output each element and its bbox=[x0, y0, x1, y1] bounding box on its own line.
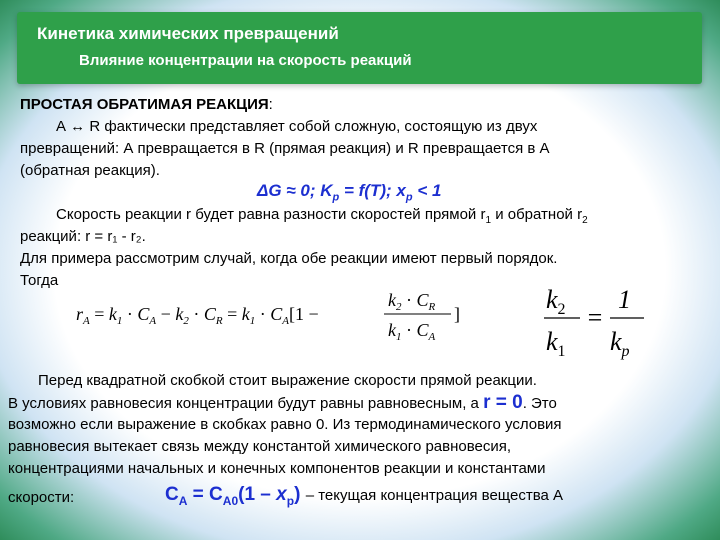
paragraph-4-line-4: равновесия вытекает связь между константой химического равновесия, bbox=[8, 438, 512, 455]
p4-l2-tail: . Это bbox=[522, 395, 557, 412]
svg-text:kp: $k_p$ bbox=[610, 327, 630, 360]
p4-l2-text: В условиях равновесия концентрации будут равны равновесным, а bbox=[8, 395, 479, 412]
paragraph-4-line-6: скорости: bbox=[8, 489, 75, 506]
paragraph-4-line-1: Перед квадратной скобкой стоит выражение скорости прямой реакции. bbox=[38, 372, 537, 389]
paragraph-1-line-1: А ↔ R фактически представляет собой сложную, состоящую из двух bbox=[56, 118, 538, 135]
svg-text:=: = bbox=[586, 303, 604, 332]
p2-sub1: 1 bbox=[485, 215, 492, 226]
paragraph-4-line-2 bbox=[8, 393, 557, 413]
slide-title: Кинетика химических превращений bbox=[37, 24, 339, 43]
svg-text:k1 · CA: $k_1 \cdot C_A$ bbox=[388, 320, 436, 343]
svg-text:k1: $k_1$ bbox=[546, 327, 566, 360]
rate-constant-ratio-svg bbox=[540, 280, 650, 360]
p2-text-a: Скорость реакции r будет равна разности скоростей прямой r bbox=[56, 206, 486, 223]
rate-zero: r = 0 bbox=[483, 392, 523, 413]
heading-colon: : bbox=[268, 96, 273, 113]
rate-equation bbox=[76, 286, 476, 346]
concentration-formula: $C_A = C_{A0}(1 - x_p)$ – текущая концентрация вещества А bbox=[165, 484, 564, 508]
svg-text:k2 · CR: $k_2 \cdot C_R$ bbox=[388, 290, 436, 313]
concentration-description: – текущая концентрация вещества А bbox=[305, 487, 564, 504]
p2-sub2: 2 bbox=[582, 215, 588, 226]
paragraph-1-line-2: превращений: А превращается в R (прямая реакция) и R превращается в А bbox=[20, 140, 550, 157]
paragraph-3-line-1: Для примера рассмотрим случай, когда обе реакции имеют первый порядок. bbox=[20, 250, 558, 267]
rate-equation-svg bbox=[76, 286, 476, 346]
paragraph-4-line-3: возможно если выражение в скобках равно 0. Из термодинамического условия bbox=[8, 416, 562, 433]
svg-text:k2: $k_2$ bbox=[546, 285, 566, 318]
equilibrium-condition: ΔG ≈ 0; $K_p = f(T)$; $x_p < 1$ bbox=[257, 181, 442, 204]
svg-text:rA = k1 · CA − k2 · CR = k1 ·: $r_A = k_1 \cdot C_A - k_2 \cdot C_R = k_1 \cdot C_A[1$ − bbox=[76, 304, 319, 327]
paragraph-3-line-2: Тогда bbox=[20, 272, 59, 289]
section-heading: ПРОСТАЯ ОБРАТИМАЯ РЕАКЦИЯ bbox=[20, 96, 269, 113]
paragraph-1-line-3: (обратная реакция). bbox=[20, 162, 160, 179]
paragraph-2-line-2: реакций: r = r₁ - r₂. bbox=[20, 228, 146, 245]
heading-line bbox=[20, 95, 273, 114]
svg-text:1: 1 bbox=[618, 285, 631, 314]
slide-subtitle: Влияние концентрации на скорость реакций bbox=[79, 52, 412, 69]
svg-text:]: ] bbox=[454, 304, 460, 324]
paragraph-4-line-5: концентрациями начальных и конечных компонентов реакции и константами bbox=[8, 460, 546, 477]
p2-text-b: и обратной r bbox=[491, 206, 583, 223]
rate-constant-ratio bbox=[540, 280, 650, 360]
